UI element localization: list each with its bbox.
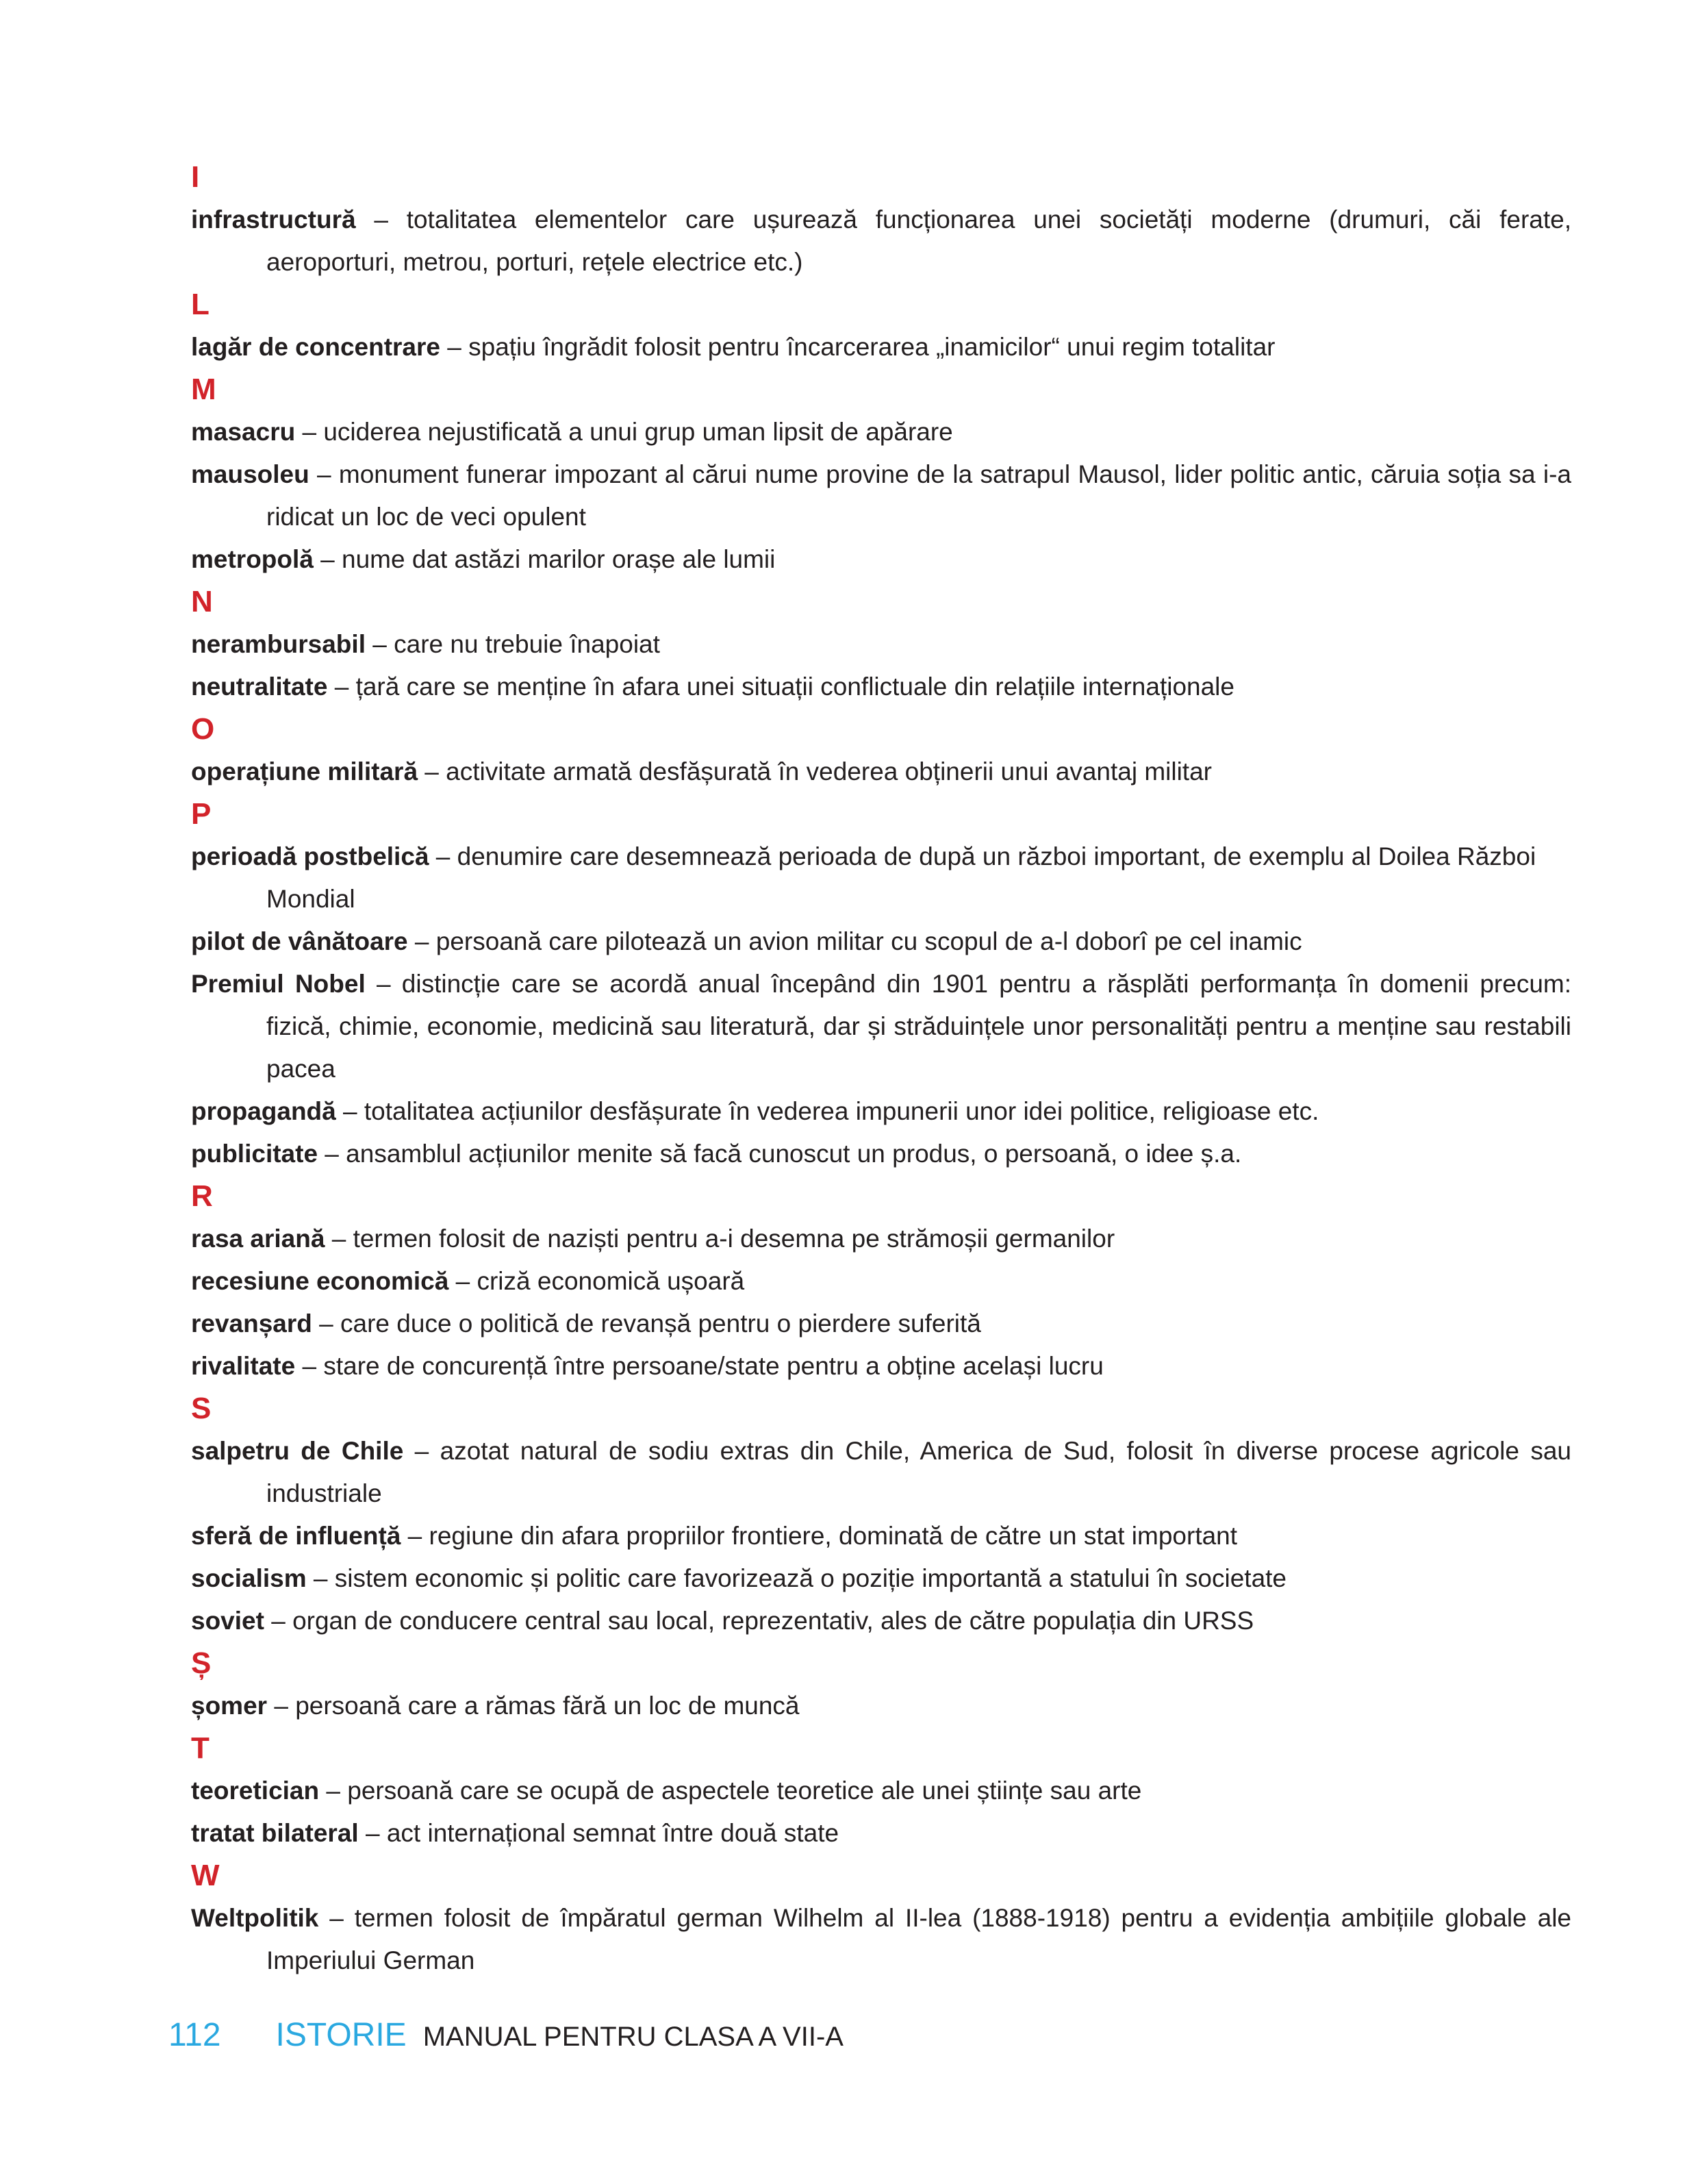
term-separator: – — [313, 545, 342, 573]
glossary-definition: termen folosit de naziști pentru a-i desemna pe strămoșii germanilor — [353, 1225, 1115, 1253]
glossary-definition: monument funerar impozant al cărui nume provine de la satrapul Mausol, lider politic antic, căruia soția sa i-a ridicat un loc de veci opulent — [266, 460, 1572, 531]
glossary-term: teoretician — [191, 1777, 320, 1805]
glossary-definition: sistem economic și politic care favorizează o poziție importantă a statului în societate — [334, 1564, 1287, 1592]
glossary-definition: organ de conducere central sau local, reprezentativ, ales de către populația din URSS — [292, 1607, 1254, 1635]
glossary-entry — [191, 1515, 1571, 1557]
glossary-entry — [191, 1557, 1571, 1600]
term-separator: – — [448, 1267, 477, 1295]
glossary-term: socialism — [191, 1564, 307, 1592]
glossary-definition: țară care se menține în afara unei situații conflictuale din relațiile internaționale — [355, 673, 1234, 701]
glossary-term: rivalitate — [191, 1352, 296, 1380]
glossary-entry — [191, 1812, 1571, 1855]
glossary-definition: activitate armată desfășurată în vederea obținerii unui avantaj militar — [446, 757, 1212, 786]
term-separator: – — [418, 757, 446, 786]
glossary-term: propagandă — [191, 1097, 336, 1125]
term-separator: – — [440, 333, 469, 361]
glossary-definition: criză economică ușoară — [477, 1267, 745, 1295]
term-separator: – — [401, 1522, 429, 1550]
term-separator: – — [267, 1692, 296, 1720]
glossary-term: Weltpolitik — [191, 1904, 319, 1932]
glossary-definition: persoană care se ocupă de aspectele teoretice ale unei științe sau arte — [347, 1777, 1142, 1805]
glossary-term: șomer — [191, 1692, 268, 1720]
term-separator: – — [365, 630, 394, 658]
section-letter: R — [191, 1179, 213, 1213]
glossary-entry — [191, 1897, 1571, 1982]
glossary-entry — [191, 623, 1571, 666]
glossary-entry — [191, 1600, 1571, 1642]
glossary-term: nerambursabil — [191, 630, 366, 658]
glossary-definition: nume dat astăzi marilor orașe ale lumii — [342, 545, 776, 573]
term-separator: – — [327, 673, 356, 701]
glossary-definition: ansamblul acțiunilor menite să facă cunoscut un produs, o persoană, o idee ș.a. — [346, 1140, 1242, 1168]
glossary-entry — [191, 920, 1571, 963]
term-separator: – — [429, 842, 457, 870]
glossary-definition: termen folosit de împăratul german Wilhelm al II-lea (1888-1918) pentru a evidenția ambițiile globale ale Imperiului German — [266, 1904, 1571, 1974]
glossary-entry — [191, 1770, 1571, 1812]
glossary-term: mausoleu — [191, 460, 309, 488]
term-separator: – — [312, 1309, 341, 1338]
glossary-entry — [191, 836, 1571, 920]
glossary-term: sferă de influență — [191, 1522, 401, 1550]
glossary-term: perioadă postbelică — [191, 842, 429, 870]
section-letter: L — [191, 288, 210, 321]
term-separator: – — [319, 1777, 348, 1805]
glossary-definition: persoană care a rămas fără un loc de muncă — [295, 1692, 800, 1720]
glossary-entry — [191, 1090, 1571, 1133]
term-separator: – — [306, 1564, 335, 1592]
term-separator: – — [325, 1225, 353, 1253]
glossary-definition: care nu trebuie înapoiat — [394, 630, 660, 658]
section-letter: N — [191, 585, 213, 618]
glossary-term: soviet — [191, 1607, 264, 1635]
glossary-entry — [191, 1345, 1571, 1388]
section-letter: W — [191, 1859, 220, 1892]
term-separator: – — [295, 1352, 324, 1380]
glossary-term: lagăr de concentrare — [191, 333, 440, 361]
glossary-entry — [191, 751, 1571, 793]
glossary-entry — [191, 1685, 1571, 1727]
term-separator: – — [403, 1437, 440, 1465]
glossary-definition: spațiu îngrădit folosit pentru încarcerarea „inamicilor“ unui regim totalitar — [468, 333, 1276, 361]
footer-book-title: MANUAL PENTRU CLASA A VII-A — [422, 2022, 844, 2052]
glossary-term: salpetru de Chile — [191, 1437, 404, 1465]
glossary-term: metropolă — [191, 545, 314, 573]
glossary-definition: uciderea nejustificată a unui grup uman lipsit de apărare — [323, 418, 953, 446]
glossary — [191, 156, 1571, 1982]
term-separator: – — [264, 1607, 293, 1635]
term-separator: – — [295, 418, 324, 446]
glossary-definition: totalitatea elementelor care ușurează funcționarea unei societăți moderne (drumuri, căi ferate, aeroporturi, metrou, porturi, rețele electrice etc.) — [266, 205, 1571, 276]
glossary-definition: stare de concurență între persoane/state pentru a obține același lucru — [323, 1352, 1104, 1380]
glossary-entry — [191, 326, 1571, 368]
term-separator: – — [318, 1140, 346, 1168]
glossary-entry — [191, 1133, 1571, 1175]
glossary-term: publicitate — [191, 1140, 318, 1168]
glossary-entry — [191, 666, 1571, 708]
glossary-definition: totalitatea acțiunilor desfășurate în vederea impunerii unor idei politice, religioase etc. — [364, 1097, 1319, 1125]
glossary-entry — [191, 538, 1571, 581]
glossary-term: recesiune economică — [191, 1267, 449, 1295]
glossary-definition: persoană care pilotează un avion militar cu scopul de a-l doborî pe cel inamic — [435, 927, 1302, 955]
glossary-entry — [191, 1218, 1571, 1260]
section-letter: S — [191, 1392, 212, 1425]
glossary-term: rasa ariană — [191, 1225, 325, 1253]
footer-subject: ISTORIE — [275, 2017, 407, 2053]
page-footer — [168, 2016, 844, 2064]
glossary-entry — [191, 963, 1571, 1090]
term-separator: – — [358, 1819, 387, 1847]
term-separator: – — [309, 460, 339, 488]
glossary-entry — [191, 453, 1571, 538]
glossary-definition: care duce o politică de revanșă pentru o pierdere suferită — [340, 1309, 981, 1338]
section-letter: O — [191, 712, 215, 746]
glossary-entry — [191, 1260, 1571, 1303]
glossary-definition: regiune din afara propriilor frontiere, dominată de către un stat important — [429, 1522, 1238, 1550]
section-letter: T — [191, 1731, 210, 1765]
glossary-definition: act internațional semnat între două state — [386, 1819, 839, 1847]
term-separator: – — [355, 205, 407, 234]
glossary-term: neutralitate — [191, 673, 328, 701]
page-number: 112 — [168, 2017, 221, 2053]
section-letter: Ș — [191, 1646, 212, 1680]
glossary-definition: azotat natural de sodiu extras din Chile, America de Sud, folosit în diverse procese agricole sau industriale — [266, 1437, 1572, 1507]
term-separator: – — [318, 1904, 355, 1932]
term-separator: – — [335, 1097, 364, 1125]
glossary-term: operațiune militară — [191, 757, 418, 786]
glossary-entry — [191, 199, 1571, 284]
glossary-term: Premiul Nobel — [191, 970, 366, 998]
glossary-term: tratat bilateral — [191, 1819, 359, 1847]
glossary-entry — [191, 411, 1571, 453]
glossary-entry — [191, 1303, 1571, 1345]
section-letter: M — [191, 373, 216, 406]
glossary-term: revanșard — [191, 1309, 312, 1338]
glossary-term: masacru — [191, 418, 296, 446]
term-separator: – — [407, 927, 436, 955]
glossary-definition: denumire care desemnează perioada de după un război important, de exemplu al Doilea Război Mondial — [266, 842, 1536, 913]
section-letter: P — [191, 797, 212, 831]
glossary-entry — [191, 1430, 1571, 1515]
section-letter: I — [191, 160, 200, 194]
glossary-term: pilot de vânătoare — [191, 927, 408, 955]
term-separator: – — [365, 970, 402, 998]
glossary-definition: distincție care se acordă anual începând din 1901 pentru a răsplăti performanța în domenii precum: fizică, chimie, economie, medicină sau literatură, dar și străduințele unor personalități pentru a menține sau restabili pacea — [266, 970, 1571, 1083]
glossary-term: infrastructură — [191, 205, 356, 234]
